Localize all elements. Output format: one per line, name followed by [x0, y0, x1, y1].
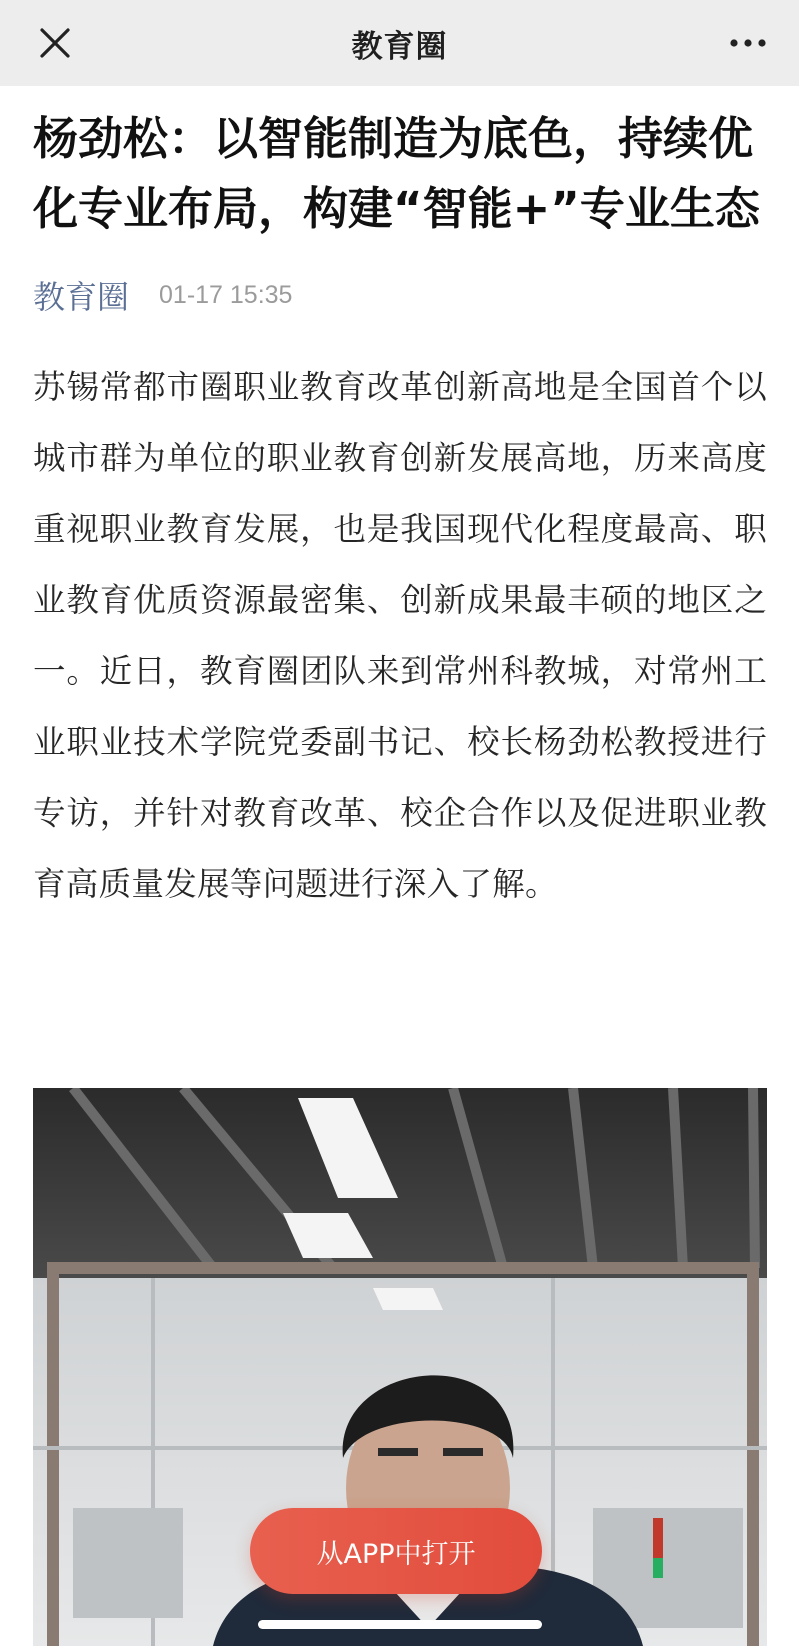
article-source-link[interactable]: 教育圈 [33, 278, 130, 316]
open-in-app-button[interactable]: 从APP中打开 [250, 1508, 542, 1594]
top-nav-bar [0, 0, 799, 86]
close-icon[interactable] [36, 24, 74, 62]
article-paragraph: 苏锡常都市圈职业教育改革创新高地是全国首个以城市群为单位的职业教育创新发展高地，历来高度重视职业教育发展，也是我国现代化程度最高、职业教育优质资源最密集、创新成果最丰硕的地区之一。近日，教育圈团队来到常州科教城，对常州工业职业技术学院党委副书记、校长杨劲松教授进行专访，并针对教育改革、校企合作以及促进职业教育高质量发展等问题进行深入了解。 [33, 368, 767, 903]
nav-title: 教育圈 [351, 28, 448, 65]
home-indicator[interactable] [258, 1620, 542, 1629]
article-meta [33, 272, 767, 318]
article [33, 86, 767, 920]
article-headline: 杨劲松：以智能制造为底色，持续优化专业布局，构建“智能+”专业生态 [33, 112, 760, 235]
more-dots-icon[interactable] [727, 24, 769, 62]
article-timestamp: 01-17 15:35 [159, 280, 293, 309]
